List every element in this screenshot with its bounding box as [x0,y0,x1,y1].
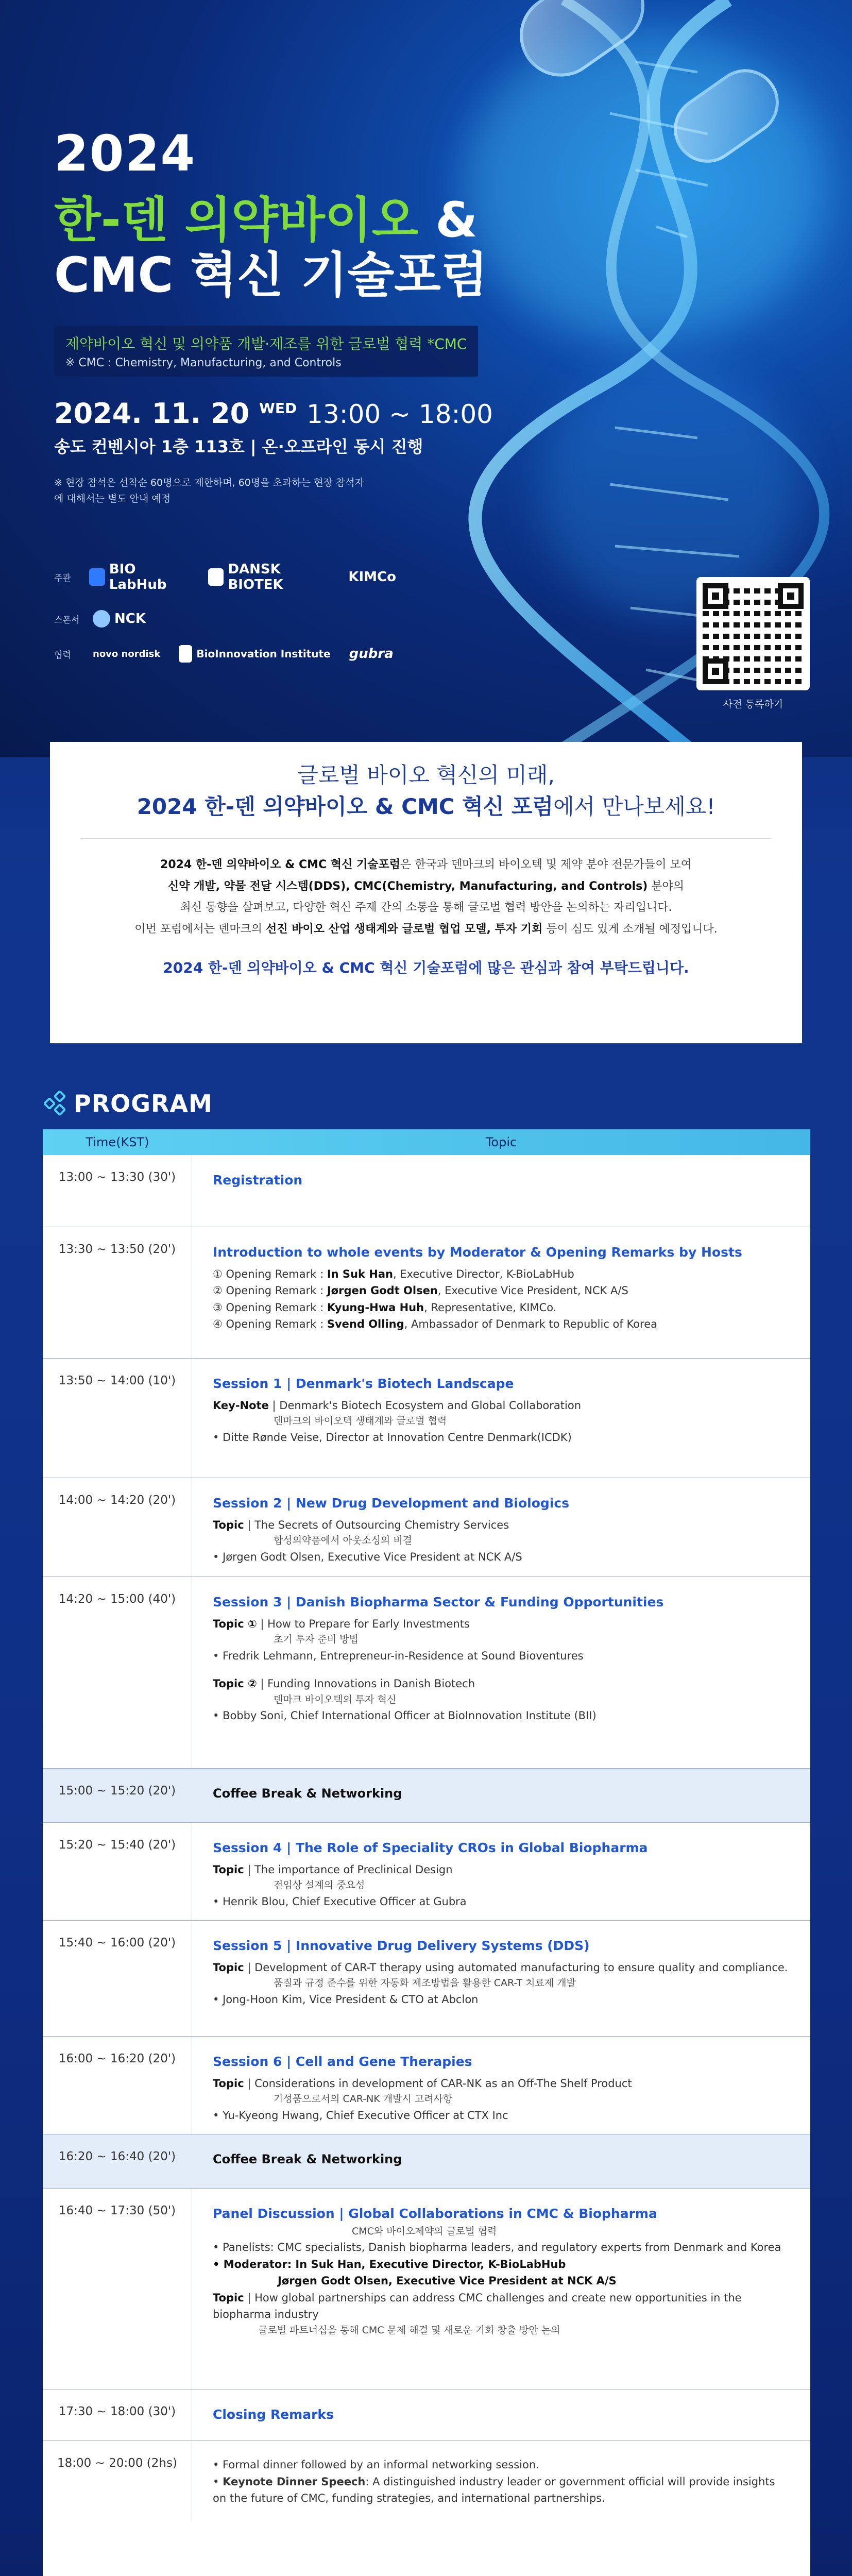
intro-paragraph: 2024 한-덴 의약바이오 & CMC 혁신 기술포럼은 한국과 덴마크의 바이오텍 및 제약 분야 전문가들이 모여 신약 개발, 약물 전달 시스템(DDS), CMC(Chemistry, Manufacturing, and Controls) 분야의 최신 동향을 살펴보고, 다양한 혁신 주제 간의 소통을 통해 글로벌 협력 방안을 논의하는 자리입니다. 이번 포럼에서는 덴마크의 선진 바이오 산업 생태계와 글로벌 협업 모델, 투자 기회 등이 심도 있게 소개될 예정입니다. [134,858,718,936]
table-row: 15:40 ~ 16:00 (20') Session 5 | Innovative Drug Delivery Systems (DDS) Topic | Development of CAR-T therapy using automated manufacturing to ensure quality and compliance. 품질과 규정 준수를 위한 자동화 제조방법을 활용한 CAR-T 치료제 개발 • Jong-Hoon Kim, Vice President & CTO at Abclon [43,1921,810,2037]
divider [81,838,771,839]
gubra-logo: gubra [349,646,394,662]
program-table [43,1129,810,2576]
partner-logos: 협력 novo nordisk BioInnovation Institute gubra [54,646,394,662]
intro-card [50,742,802,1043]
event-date: 2024. 11. 20 $^{WED}$ 13:00 ~ 18:00 [54,397,493,430]
event-venue: 송도 컨벤시아 1층 113호 | 온·오프라인 동시 진행 [54,437,423,457]
table-row: 15:20 ~ 15:40 (20') Session 4 | The Role of Speciality CROs in Global Biopharma Topic | The importance of Preclinical Design 전임상 설계의 중요성 • Henrik Blou, Chief Executive Officer at Gubra [43,1823,810,1921]
table-row: 16:00 ~ 16:20 (20') Session 6 | Cell and Gene Therapies Topic | Considerations in development of CAR-NK as an Off-The Shelf Product 기성품으로서의 CAR-NK 개발시 고려사항 • Yu-Kyeong Hwang, Chief Executive Officer at CTX Inc [43,2037,810,2134]
event-subtitle-box [54,326,478,377]
event-subtitle: 제약바이오 혁신 및 의약품 개발·제조를 위한 글로벌 협력 *CMC [65,335,467,353]
dansk-biotek-logo: DANSK BIOTEK [208,562,330,592]
table-row: 16:40 ~ 17:30 (50') Panel Discussion | Global Collaborations in CMC & Biopharma CMC와 바이오제약의 글로벌 협력 • Panelists: CMC specialists, Danish biopharma leaders, and regulatory experts from Denmark and Korea • Moderator: In Suk Han, Executive Director, K-BioLabHub Jørgen Godt Olsen, Executive Vice President at NCK A/S Topic | How global partnerships can address CMC challenges and create new opportunities in the biopharma industry 글로벌 파트너십을 통해 CMC 문제 해결 및 새로운 기회 창출 방안 논의 [43,2189,810,2389]
nck-logo: NCK [93,610,146,628]
table-row: 14:00 ~ 14:20 (20') Session 2 | New Drug Development and Biologics Topic | The Secrets of Outsourcing Chemistry Services 합성의약품에서 아웃소싱의 비결 • Jørgen Godt Olsen, Executive Vice President at NCK A/S [43,1478,810,1577]
program-heading: PROGRAM [43,1090,213,1117]
intro-heading: 글로벌 바이오 혁신의 미래, 2024 한-덴 의약바이오 & CMC 혁신 포럼에서 만나보세요! [137,762,715,819]
sponsor-logos: 스폰서 NCK [54,611,146,626]
hero-banner [0,0,852,757]
table-row: 15:00 ~ 15:20 (20') Coffee Break & Networking [43,1769,810,1823]
table-row: 18:00 ~ 20:00 (2hs) • Formal dinner followed by an informal networking session. • Keynote Dinner Speech: A distinguished industry leader or government official will provide insights on the future of CMC, funding strategies, and international partnerships. [43,2441,810,2521]
event-subtitle-note: ※ CMC : Chemistry, Manufacturing, and Controls [65,357,342,370]
bioinnovation-institute-logo: BioInnovation Institute [179,645,330,663]
organizer-logos [54,562,415,680]
table-row: 13:50 ~ 14:00 (10') Session 1 | Denmark's Biotech Landscape Key-Note | Denmark's Biotech Ecosystem and Global Collaboration 덴마크의 바이오텍 생태계와 글로벌 협력 • Ditte Rønde Veise, Director at Innovation Centre Denmark(ICDK) [43,1359,810,1478]
event-year: 2024 [54,125,196,182]
qr-label: 사전 등록하기 [723,699,783,710]
column-header-time: Time(KST) [86,1135,149,1149]
hexagon-network-icon [43,1091,69,1116]
table-row: 16:20 ~ 16:40 (20') Coffee Break & Networking [43,2134,810,2189]
kbio-labhub-logo: BIO LabHub [89,562,190,592]
registration-qr-code[interactable] [696,577,810,690]
table-row: 13:30 ~ 13:50 (20') Introduction to whole events by Moderator & Opening Remarks by Hosts ① Opening Remark : In Suk Han, Executive Director, K-BioLabHub ② Opening Remark : Jørgen Godt Olsen, Executive Vice President, NCK A/S ③ Opening Remark : Kyung-Hwa Huh, Representative, KIMCo. ④ Opening Remark : Svend Olling, Ambassador of Denmark to Republic of Korea [43,1227,810,1359]
event-title-line1: 한-덴 의약바이오 & [54,192,478,248]
event-title-line2: CMC 혁신 기술포럼 [54,247,488,304]
novo-nordisk-logo: novo nordisk [93,648,161,659]
intro-call-to-action: 2024 한-덴 의약바이오 & CMC 혁신 기술포럼에 많은 관심과 참여 부탁드립니다. [163,959,689,976]
table-row: 17:30 ~ 18:00 (30') Closing Remarks [43,2389,810,2441]
table-row: 13:00 ~ 13:30 (30') Registration [43,1155,810,1227]
hero-text [54,125,569,506]
column-header-topic: Topic [485,1135,517,1149]
kimco-logo: KIMCo [348,569,396,585]
program-table-header [43,1129,810,1155]
table-row: 14:20 ~ 15:00 (40') Session 3 | Danish Biopharma Sector & Funding Opportunities Topic ① | How to Prepare for Early Investments 초기 투자 준비 방법 • Fredrik Lehmann, Entrepreneur-in-Residence at Sound Bioventures Topic ② | Funding Innovations in Danish Biotech 덴마크 바이오텍의 투자 혁신 • Bobby Soni, Chief International Officer at BioInnovation Institute (BII) [43,1577,810,1769]
host-logos: 주관 BIO LabHub DANSK BIOTEK KIMCo [54,562,396,592]
attendance-note: ※ 현장 참석은 선착순 60명으로 제한하며, 60명을 초과하는 현장 참석자에 대해서는 별도 안내 예정 [54,477,364,504]
